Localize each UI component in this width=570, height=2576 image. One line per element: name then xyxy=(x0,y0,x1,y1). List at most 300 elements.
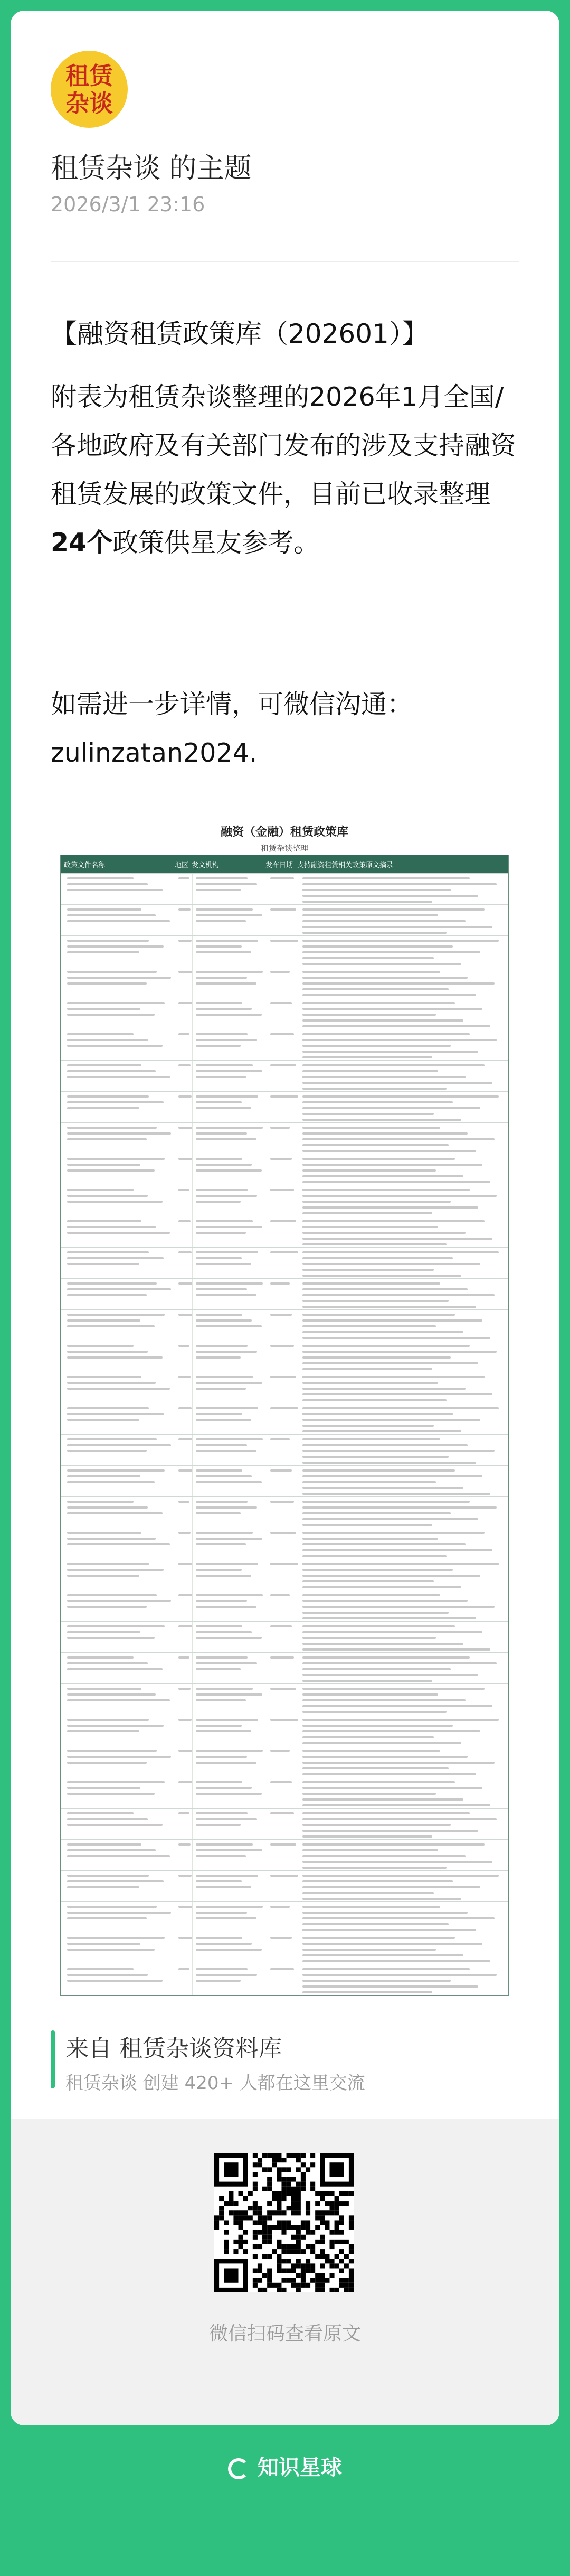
table-cell xyxy=(61,1559,175,1590)
qr-module xyxy=(339,2230,344,2235)
text-line xyxy=(302,988,449,990)
text-line xyxy=(67,1045,163,1047)
text-line xyxy=(302,1238,492,1240)
doc-table xyxy=(60,855,509,1996)
text-line xyxy=(302,1008,482,1010)
qr-module xyxy=(287,2268,291,2273)
qr-module xyxy=(239,2191,243,2196)
text-line xyxy=(302,1648,490,1651)
qr-module xyxy=(315,2210,320,2215)
text-line xyxy=(67,1912,171,1914)
qr-module xyxy=(335,2196,339,2201)
table-cell xyxy=(267,1559,299,1590)
qr-module xyxy=(306,2230,310,2235)
table-cell xyxy=(175,1435,193,1465)
text-line xyxy=(270,1251,298,1253)
qr-module xyxy=(267,2268,272,2273)
qr-module xyxy=(253,2283,258,2288)
text-line xyxy=(67,1662,148,1664)
text-line xyxy=(302,1974,497,1976)
qr-module xyxy=(239,2220,243,2225)
table-cell xyxy=(193,1964,267,1995)
table-cell xyxy=(175,1684,193,1715)
text-line xyxy=(270,1594,290,1596)
text-line xyxy=(67,1220,141,1222)
qr-module xyxy=(335,2288,339,2292)
text-line xyxy=(196,1812,248,1814)
qr-module xyxy=(267,2278,272,2283)
text-line xyxy=(302,1563,499,1565)
qr-module xyxy=(306,2201,310,2206)
table-cell xyxy=(193,1497,267,1528)
table-cell xyxy=(175,1466,193,1496)
table-cell xyxy=(267,1248,299,1278)
qr-module xyxy=(291,2187,296,2191)
text-line xyxy=(302,1257,453,1259)
qr-module xyxy=(281,2249,286,2254)
text-line xyxy=(67,1818,148,1820)
text-line xyxy=(302,994,476,996)
text-line xyxy=(67,1164,140,1166)
text-line xyxy=(67,1875,149,1877)
table-cell xyxy=(267,1185,299,1216)
qr-hint: 微信扫码查看原文 xyxy=(208,2323,361,2345)
qr-module xyxy=(329,2206,334,2210)
qr-module xyxy=(291,2191,296,2196)
qr-module xyxy=(344,2240,349,2244)
table-cell xyxy=(175,1590,193,1621)
text-line xyxy=(302,1399,446,1401)
text-line xyxy=(302,1835,432,1838)
qr-code[interactable] xyxy=(214,2153,354,2292)
text-line xyxy=(67,1232,170,1234)
text-line xyxy=(67,951,139,953)
text-line xyxy=(302,1425,434,1427)
qr-module xyxy=(287,2153,291,2158)
text-line xyxy=(67,1101,164,1103)
qr-module xyxy=(258,2215,262,2220)
table-cell xyxy=(299,1154,508,1185)
text-line xyxy=(67,1563,149,1565)
text-line xyxy=(67,877,134,879)
text-line xyxy=(196,1413,242,1415)
text-line xyxy=(302,1569,453,1571)
text-line xyxy=(302,1226,438,1228)
table-cell xyxy=(175,1403,193,1434)
table-cell xyxy=(299,874,508,904)
text-line xyxy=(302,1538,438,1540)
text-line xyxy=(302,1212,432,1214)
text-line xyxy=(302,1294,495,1296)
text-line xyxy=(270,1937,292,1939)
qr-module xyxy=(277,2158,281,2162)
text-line xyxy=(67,940,149,942)
text-line xyxy=(196,1257,242,1259)
table-cell xyxy=(299,1372,508,1403)
source-block[interactable] xyxy=(11,2018,559,2107)
text-line xyxy=(67,1132,171,1135)
qr-module xyxy=(325,2254,329,2259)
text-line xyxy=(302,1549,492,1551)
qr-module xyxy=(253,2206,258,2210)
qr-module xyxy=(301,2268,306,2273)
table-cell xyxy=(267,1933,299,1964)
qr-module xyxy=(219,2196,224,2201)
table-cell xyxy=(267,1777,299,1808)
text-line xyxy=(302,1393,492,1395)
text-line xyxy=(67,1251,149,1253)
table-cell xyxy=(193,1559,267,1590)
qr-module xyxy=(291,2196,296,2201)
text-line xyxy=(67,1189,134,1191)
text-line xyxy=(302,1804,490,1806)
qr-module xyxy=(281,2268,286,2273)
qr-module xyxy=(315,2273,320,2278)
text-line xyxy=(67,1949,155,1951)
qr-module xyxy=(296,2225,301,2230)
qr-module xyxy=(339,2249,344,2254)
table-row xyxy=(61,1372,508,1403)
qr-module xyxy=(233,2220,238,2225)
qr-module xyxy=(253,2210,258,2215)
text-line xyxy=(67,1886,139,1888)
qr-module xyxy=(262,2225,267,2230)
qr-module xyxy=(291,2278,296,2283)
text-line xyxy=(67,920,170,922)
text-line xyxy=(67,1600,171,1602)
qr-module xyxy=(258,2288,262,2292)
text-line xyxy=(67,883,148,885)
text-line xyxy=(302,1625,455,1627)
table-cell xyxy=(299,1185,508,1216)
qr-module xyxy=(320,2263,325,2268)
text-line xyxy=(178,1282,193,1285)
text-line xyxy=(196,1002,242,1004)
qr-module xyxy=(301,2249,306,2254)
text-line xyxy=(270,1189,294,1191)
table-cell xyxy=(267,1684,299,1715)
table-cell xyxy=(175,1715,193,1746)
qr-module xyxy=(339,2201,344,2206)
text-line xyxy=(302,1438,440,1440)
text-line xyxy=(302,1954,463,1956)
table-row xyxy=(61,1683,508,1715)
text-line xyxy=(67,1699,170,1701)
qr-module xyxy=(262,2240,267,2244)
text-line xyxy=(196,883,257,885)
qr-module xyxy=(258,2206,262,2210)
col-header: 发布日期 xyxy=(265,861,293,869)
table-cell xyxy=(193,998,267,1029)
table-cell xyxy=(175,1279,193,1309)
text-line xyxy=(196,1880,242,1882)
qr-module xyxy=(344,2278,349,2283)
qr-module xyxy=(349,2273,354,2278)
text-line xyxy=(67,1413,164,1415)
table-row xyxy=(61,1652,508,1683)
qr-module xyxy=(320,2191,325,2196)
text-line xyxy=(67,1169,155,1172)
text-line xyxy=(67,1569,164,1571)
text-line xyxy=(196,1314,242,1316)
qr-module xyxy=(291,2177,296,2182)
table-cell xyxy=(299,1310,508,1341)
text-line xyxy=(196,1569,242,1571)
qr-module xyxy=(310,2263,315,2268)
qr-module xyxy=(306,2259,310,2263)
text-line xyxy=(302,971,440,973)
text-line xyxy=(196,1475,252,1477)
text-line xyxy=(302,1892,434,1894)
qr-module xyxy=(310,2153,315,2158)
qr-module xyxy=(320,2240,325,2244)
text-line xyxy=(196,1481,262,1483)
qr-module xyxy=(315,2215,320,2220)
qr-module xyxy=(320,2215,325,2220)
text-line xyxy=(302,1144,449,1146)
qr-module xyxy=(310,2268,315,2273)
table-cell xyxy=(175,1528,193,1559)
text-line xyxy=(67,1843,141,1846)
text-line xyxy=(302,1462,476,1464)
text-line xyxy=(67,1345,134,1347)
text-line xyxy=(67,1158,165,1160)
table-cell xyxy=(175,1248,193,1278)
qr-module xyxy=(335,2254,339,2259)
qr-module xyxy=(301,2263,306,2268)
text-line xyxy=(67,1880,164,1882)
text-line xyxy=(67,971,157,973)
table-row xyxy=(61,1901,508,1933)
text-line xyxy=(67,1693,156,1696)
qr-module xyxy=(291,2249,296,2254)
qr-module xyxy=(315,2254,320,2259)
text-line xyxy=(67,1438,157,1440)
qr-module xyxy=(267,2235,272,2240)
table-row xyxy=(61,1933,508,1964)
qr-module xyxy=(267,2240,272,2244)
qr-module xyxy=(224,2244,229,2249)
qr-module xyxy=(349,2249,354,2254)
table-row xyxy=(61,1216,508,1247)
text-line xyxy=(67,1138,147,1140)
qr-module xyxy=(277,2263,281,2268)
text-line xyxy=(302,982,495,985)
qr-module xyxy=(291,2235,296,2240)
text-line xyxy=(302,1793,436,1795)
text-line xyxy=(67,1014,155,1016)
table-cell xyxy=(61,1902,175,1933)
text-line xyxy=(196,1625,242,1627)
text-line xyxy=(196,1656,248,1659)
text-line xyxy=(178,1750,193,1752)
text-line xyxy=(302,889,451,891)
table-row xyxy=(61,1247,508,1278)
text-line xyxy=(67,1376,141,1378)
text-line xyxy=(196,1220,253,1222)
doc-table-header xyxy=(61,855,508,873)
qr-module xyxy=(233,2240,238,2244)
qr-module xyxy=(239,2210,243,2215)
qr-module xyxy=(296,2235,301,2240)
policy-table-image[interactable] xyxy=(50,813,519,1999)
text-line xyxy=(302,1812,470,1814)
text-line xyxy=(302,957,434,959)
text-line xyxy=(178,1469,193,1472)
qr-module xyxy=(277,2268,281,2273)
table-cell xyxy=(175,1809,193,1839)
table-cell xyxy=(175,1061,193,1091)
text-line xyxy=(67,1481,155,1483)
text-line xyxy=(302,1767,449,1769)
text-line xyxy=(67,1943,140,1945)
qr-module xyxy=(253,2254,258,2259)
qr-module xyxy=(296,2187,301,2191)
table-cell xyxy=(61,1964,175,1995)
post-title: 租赁杂谈 的主题 xyxy=(51,153,252,184)
qr-module xyxy=(281,2278,286,2283)
text-line xyxy=(302,1991,432,1993)
post-date: 2026/3/1 23:16 xyxy=(51,193,205,216)
qr-module xyxy=(329,2201,334,2206)
qr-module xyxy=(277,2177,281,2182)
table-cell xyxy=(193,1902,267,1933)
qr-module xyxy=(296,2196,301,2201)
text-line xyxy=(196,1251,258,1253)
text-line xyxy=(302,1014,436,1016)
text-line xyxy=(67,1288,171,1290)
text-line xyxy=(270,1002,292,1004)
text-line xyxy=(196,1138,256,1140)
qr-module xyxy=(243,2215,248,2220)
text-line xyxy=(302,1693,438,1696)
qr-module xyxy=(291,2201,296,2206)
text-line xyxy=(196,1937,242,1939)
qr-module xyxy=(306,2167,310,2172)
text-line xyxy=(196,1563,258,1565)
qr-module xyxy=(339,2215,344,2220)
qr-module xyxy=(224,2230,229,2235)
qr-module xyxy=(315,2278,320,2283)
text-line xyxy=(67,1127,157,1129)
table-cell xyxy=(175,1653,193,1683)
table-cell xyxy=(267,1403,299,1434)
text-line xyxy=(67,1263,139,1265)
table-cell xyxy=(267,1715,299,1746)
text-line xyxy=(196,1606,256,1608)
text-line xyxy=(196,1532,253,1534)
qr-module xyxy=(214,2225,219,2230)
qr-module xyxy=(272,2153,277,2158)
text-line xyxy=(270,1064,296,1066)
text-line xyxy=(302,1906,440,1908)
text-line xyxy=(302,1138,495,1140)
qr-module xyxy=(315,2240,320,2244)
table-cell xyxy=(193,1715,267,1746)
text-line xyxy=(196,1282,263,1285)
qr-module xyxy=(281,2191,286,2196)
qr-module xyxy=(267,2177,272,2182)
text-line xyxy=(302,1195,497,1197)
table-cell xyxy=(61,1590,175,1621)
text-line xyxy=(302,1356,451,1359)
qr-module xyxy=(320,2249,325,2254)
text-line xyxy=(196,1756,247,1758)
text-line xyxy=(67,1226,156,1228)
table-cell xyxy=(299,967,508,998)
text-line xyxy=(67,1512,163,1514)
qr-module xyxy=(291,2225,296,2230)
qr-module xyxy=(287,2225,291,2230)
text-line xyxy=(196,1351,257,1353)
qr-module xyxy=(291,2206,296,2210)
table-cell xyxy=(193,967,267,998)
text-line xyxy=(67,1917,147,1919)
table-cell xyxy=(193,1092,267,1122)
text-line xyxy=(196,945,242,948)
text-line xyxy=(302,1656,470,1659)
text-line xyxy=(178,1127,193,1129)
qr-module xyxy=(310,2249,315,2254)
text-line xyxy=(302,940,499,942)
text-line xyxy=(67,1656,134,1659)
qr-module xyxy=(301,2172,306,2177)
text-line xyxy=(302,1314,455,1316)
table-cell xyxy=(299,1559,508,1590)
table-cell xyxy=(61,1871,175,1901)
text-line xyxy=(196,1668,241,1670)
text-line xyxy=(270,1127,290,1129)
qr-module xyxy=(272,2225,277,2230)
qr-module xyxy=(262,2215,267,2220)
text-line xyxy=(67,1294,147,1296)
qr-module xyxy=(306,2206,310,2210)
text-line xyxy=(302,1719,499,1721)
text-line xyxy=(302,920,466,922)
qr-module xyxy=(239,2244,243,2249)
text-line xyxy=(302,1232,466,1234)
text-line xyxy=(302,1773,476,1775)
text-line xyxy=(178,1781,193,1783)
text-line xyxy=(302,1643,463,1645)
text-line xyxy=(302,877,470,879)
text-line xyxy=(302,1612,449,1614)
text-line xyxy=(178,1812,189,1814)
text-line xyxy=(270,1906,290,1908)
text-line xyxy=(302,1886,480,1888)
qr-module xyxy=(258,2162,262,2167)
table-cell xyxy=(267,1871,299,1901)
qr-module xyxy=(344,2201,349,2206)
table-cell xyxy=(61,1248,175,1278)
qr-module xyxy=(320,2288,325,2292)
qr-module xyxy=(325,2220,329,2225)
qr-module xyxy=(253,2235,258,2240)
table-cell xyxy=(267,936,299,967)
text-line xyxy=(196,914,262,916)
text-line xyxy=(302,1306,476,1308)
text-line xyxy=(270,1345,294,1347)
group-avatar[interactable] xyxy=(51,51,128,128)
text-line xyxy=(302,1917,495,1919)
qr-module xyxy=(224,2249,229,2254)
qr-module xyxy=(258,2278,262,2283)
table-cell xyxy=(193,874,267,904)
text-line xyxy=(302,1413,453,1415)
qr-module xyxy=(325,2201,329,2206)
qr-module xyxy=(310,2244,315,2249)
table-cell xyxy=(175,1310,193,1341)
